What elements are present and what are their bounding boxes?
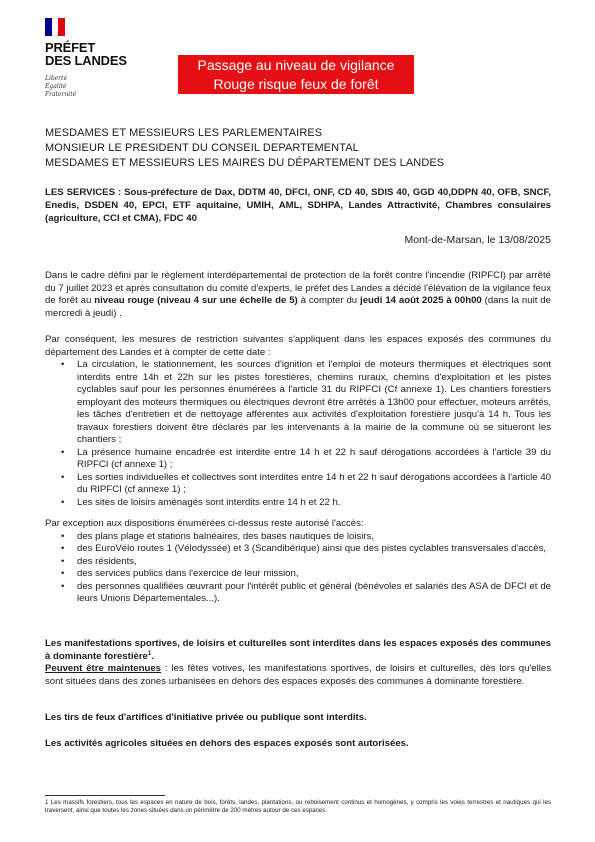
- services-list: LES SERVICES : Sous-préfecture de Dax, DDTM 40, DFCI, ONF, CD 40, SDIS 40, GGD 40,DDPN 40, OFB, SNCF, Enedis, DSDEN 40, EPCI, ETF aquitaine, UMIH, AML, SDHPA, Landes Attractivité, Chambres consulaires (agriculture, CCI et CMA), FDC 40: [45, 187, 551, 224]
- list-item: • des services publics dans l'exercice de leur mission,: [45, 568, 551, 581]
- motto-fraternite: Fraternité: [45, 91, 77, 98]
- intro-text-1: Dans le cadre défini par le règlement interdépartemental de protection de la forêt contre l'incendie (RIPFCI) par arrêté du 7 juillet 2023 et après consultation du comité d'experts, le préfet des Landes a décidé l'élévation de la vigilance feux de forêt au: [45, 270, 551, 306]
- list-item: • La circulation, le stationnement, les sources d'ignition et l'emploi de moteurs thermiques et électriques sont interdits entre 14h et 22h sur les pistes forestières, chemins ruraux, chemins d'exploitation et les pistes cyclables sauf pour les personnes énumérées à l'article 31 du RIPFCI (Cf annexe 1). Les chantiers forestiers employant des moteurs thermiques ou électriques devront être arrêtés à 13h00 pour effectuer, moteurs arrêtés, les tâches d'entretien et de nettoyage afférentes aux activités d'exploitation forestière jusqu'à 14 h. Tous les travaux forestiers doivent être déclarés par les intervenants à la mairie de la commune où se situeront les chantiers ;: [45, 359, 551, 447]
- addressee-mayors: MESDAMES ET MESSIEURS LES MAIRES DU DÉPARTEMENT DES LANDES: [45, 157, 445, 169]
- prefet-line1: PRÉFET: [45, 40, 96, 55]
- list-item: • La présence humaine encadrée est interdite entre 14 h et 22 h sauf dérogations accordées à l'article 39 du RIPFCI (cf annexe 1) ;: [45, 447, 551, 472]
- addressee-parliamentarians: MESDAMES ET MESSIEURS LES PARLEMENTAIRES: [45, 127, 323, 139]
- footnote: [45, 799, 551, 815]
- fireworks-ban: Les tirs de feux d'artifices d'initiative privée ou publique sont interdits.: [45, 712, 367, 723]
- restrictions-list: [45, 359, 551, 509]
- exceptions-lead: Par exception aux dispositions énumérées ci-dessus reste autorisé l'accès:: [45, 518, 364, 529]
- list-item: • Les sites de loisirs aménagés sont interdits entre 14 h et 22 h.: [45, 497, 551, 510]
- motto-egalite: Égalité: [45, 83, 67, 90]
- restrictions-lead: Par conséquent, les mesures de restriction suivantes s'appliquent dans les espaces exposés des communes du département des Landes et à compter de cette date :: [45, 334, 551, 358]
- republic-motto: [45, 75, 76, 99]
- alert-banner-line1: Passage au niveau de vigilance: [178, 55, 414, 75]
- events-ban: [45, 638, 551, 663]
- restrictions-section: [45, 334, 551, 509]
- events-ban-end: .: [151, 650, 154, 662]
- intro-text-2: à compter du: [297, 295, 361, 306]
- list-item: • des personnes qualifiées œuvrant pour l'intérêt public et général (bénévoles et salariés des ASA de DFCI et de leurs Unions Départementales...).: [45, 581, 551, 606]
- intro-scale: (niveau 4 sur une échelle de 5): [154, 295, 298, 306]
- exceptions-list: [45, 531, 551, 606]
- intro-text-3: (dans la nuit de mercredi à jeudi) .: [45, 295, 551, 319]
- events-maintained-label: Peuvent être maintenues: [45, 663, 161, 674]
- intro-paragraph: [45, 270, 551, 320]
- footnote-text: Les massifs forestiers, tous les espaces en nature de bois, forêts, landes, plantations, ou reboisement continus et homogènes, y compris les voies terrestres et nautiques qui les traversent, ainsi que toutes les zones situées dans un périmètre de 200 mètres autour de ces espaces.: [45, 799, 551, 814]
- events-ban-text: Les manifestations sportives, de loisirs et culturelles sont interdites dans les espaces exposés des communes à dominante forestière: [45, 638, 551, 662]
- events-maintained: [45, 663, 551, 688]
- list-item: • Les sorties individuelles et collectives sont interdites entre 14 h et 22 h sauf dérogations accordées à l'article 40 du RIPFCI (cf annexe 1) ;: [45, 472, 551, 497]
- list-item: • des résidents,: [45, 556, 551, 569]
- agriculture-allowed: Les activités agricoles situées en dehors des espaces exposés sont autorisées.: [45, 738, 409, 749]
- exceptions-section: [45, 518, 551, 606]
- footnote-ref: 1: [147, 650, 152, 657]
- footnote-number: 1: [45, 799, 49, 806]
- footnote-divider: [45, 795, 165, 796]
- intro-start-date: jeudi 14 août 2025 à 00h00: [360, 295, 482, 306]
- date-place: Mont-de-Marsan, le 13/08/2025: [404, 234, 551, 246]
- list-item: • des EuroVélo routes 1 (Vélodyssée) et 3 (Scandibérique) ainsi que des pistes cyclables transversales d'accès,: [45, 543, 551, 556]
- intro-red-level: niveau rouge: [94, 295, 155, 306]
- events-maintained-text: : les fêtes votives, les manifestations sportives, de loisirs et culturelles, dès lors qu'elles sont situées dans des zones urbanisées en dehors des espaces exposés des communes à dominante forestière.: [45, 663, 551, 687]
- list-item: • des plans plage et stations balnéaires, des bases nautiques de loisirs,: [45, 531, 551, 544]
- motto-liberte: Liberté: [45, 75, 68, 82]
- addressee-president: MONSIEUR LE PRESIDENT DU CONSEIL DEPARTEMENTAL: [45, 142, 359, 154]
- prefecture-logo-text: [45, 41, 127, 67]
- alert-banner-line2: Rouge risque feux de forêt: [178, 74, 414, 94]
- prefet-line2: DES LANDES: [45, 53, 127, 68]
- marianne-flag-logo: [45, 18, 65, 36]
- events-section: [45, 638, 551, 688]
